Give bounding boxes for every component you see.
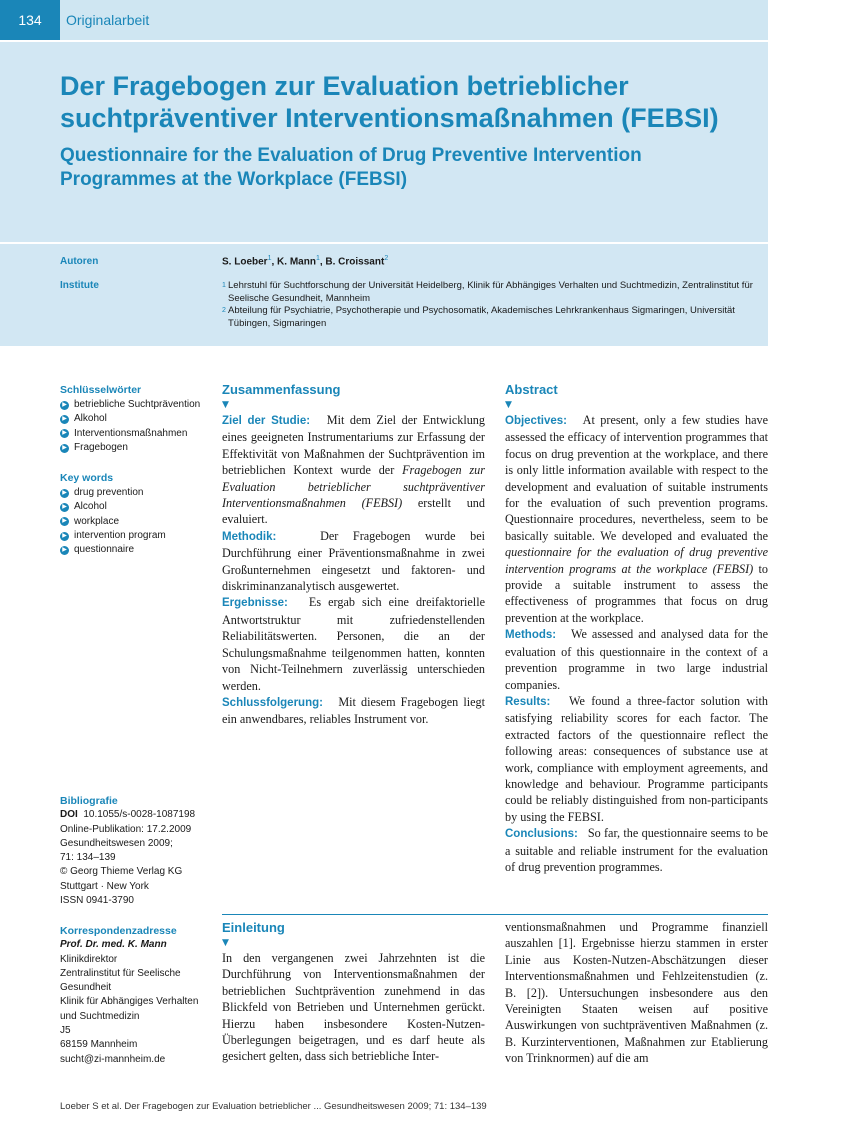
keyword-item: ▶ intervention program bbox=[60, 529, 166, 543]
summary-paragraph: Ziel der Studie: Mit dem Ziel der Entwicklung eines geeigneten Instrumentariums zur Erfassung der Effektivität von Maßnahmen der Suchtprävention im betrieblichen Kontext wurde der Fragebogen zur Evaluation betrieblicher suchtpräventiver Interventionsmaßnahmen (FEBSI) erstellt und evaluiert. bbox=[222, 413, 485, 527]
affiliation-number: 1 bbox=[222, 282, 226, 289]
abstract bbox=[505, 382, 768, 875]
einleitung-col2 bbox=[505, 919, 768, 1067]
author-name: K. Mann bbox=[277, 256, 316, 268]
keyword-item: ▶ betriebliche Suchtprävention bbox=[60, 398, 200, 412]
corr-email[interactable]: sucht@zi-mannheim.de bbox=[60, 1053, 166, 1065]
corr-line: J5 bbox=[60, 1025, 71, 1037]
corr-line: Klinik für Abhängiges Verhalten und Suchtmedizin bbox=[60, 996, 199, 1022]
section-divider bbox=[222, 914, 768, 915]
bib-line: 71: 134–139 bbox=[60, 852, 116, 864]
bibliography bbox=[60, 794, 210, 908]
body-paragraph: In den vergangenen zwei Jahrzehnten ist die Durchführung von Interventionsmaßnahmen der betrieblichen Suchtprävention zunehmend in das Blickfeld von Betrieben und Unternehmen gerückt. Hierzu haben insbesondere Kosten-Nutzen-Überlegungen beigetragen, und es darf heute als gesichert gelten, dass sich betriebliche Inter- bbox=[222, 951, 485, 1064]
bibliography-heading: Bibliografie bbox=[60, 795, 118, 807]
title-english: Questionnaire for the Evaluation of Drug Preventive Intervention Programmes at the Workplace (FEBSI) bbox=[60, 145, 642, 190]
arrow-bullet-icon: ▶ bbox=[60, 429, 69, 438]
corr-line: 68159 Mannheim bbox=[60, 1039, 138, 1051]
einleitung-heading: Einleitung bbox=[222, 920, 285, 935]
keyword-item: ▶ Alcohol bbox=[60, 500, 166, 514]
arrow-bullet-icon: ▶ bbox=[60, 444, 69, 453]
einleitung-col1 bbox=[222, 920, 485, 1065]
abstract-paragraph: Methods: We assessed and analysed data for the evaluation of this questionnaire in the context of a prevention programme in two large industrial companies. bbox=[505, 627, 768, 692]
section-label: Originalarbeit bbox=[66, 12, 150, 28]
arrow-bullet-icon: ▶ bbox=[60, 415, 69, 424]
abstract-paragraph: Results: We found a three-factor solution with satisfying reliability scores for each factor. The extracted factors of the questionnaire reflect the following areas: consequences of substance use at work, compliance with employment agreements, and knowledge and behaviour. Programme participants could be reliably distinguished from non-participants by using the FEBSI. bbox=[505, 693, 768, 824]
affiliation bbox=[222, 304, 762, 330]
corr-line: Zentralinstitut für Seelische Gesundheit bbox=[60, 967, 181, 994]
corr-line: Klinikdirektor bbox=[60, 953, 118, 965]
triangle-down-icon: ▼ bbox=[222, 400, 229, 410]
affiliation-text: Abteilung für Psychiatrie, Psychotherapie und Psychosomatik, Akademisches Lehrkrankenhaus Sigmaringen, Universität Tübingen, Sigmaringen bbox=[228, 305, 735, 329]
zusammenfassung-heading: Zusammenfassung bbox=[222, 382, 341, 397]
affiliation bbox=[222, 279, 762, 305]
arrow-bullet-icon: ▶ bbox=[60, 489, 69, 498]
keywords-en-heading: Key words bbox=[60, 472, 114, 484]
body-paragraph: ventionsmaßnahmen und Programme finanziell auszahlen [1]. Ergebnisse hierzu stammen in erster Linie aus Kosten-Nutzen-Abschätzungen dieser Interventionsmaßnahmen und Fehlzeitenstudien (z. B. [2]). Untersuchungen insbesondere aus den Vereinigten Staaten weisen auf positive Auswirkungen von suchtpräventiven Maßnahmen (z. B. Kurzinterventionen, Maßnahmen zur Etablierung von Trinknormen) auf die am bbox=[505, 920, 768, 1066]
author-sup: 2 bbox=[384, 255, 389, 262]
bib-line: Stuttgart · New York bbox=[60, 880, 149, 892]
doi-value: 10.1055/s-0028-1087198 bbox=[83, 809, 196, 821]
keyword-item: ▶ questionnaire bbox=[60, 543, 166, 557]
arrow-bullet-icon: ▶ bbox=[60, 503, 69, 512]
summary-paragraph: Ergebnisse: Es ergab sich eine dreifaktorielle Antwortstruktur mit zufriedenstellenden Reliabilitätswerten. Personen, die an der Schulungsmaßnahme teilgenommen hatten, konnten von Nicht-Teilnehmern zuverlässig unterschieden werden. bbox=[222, 595, 485, 693]
bib-line: ISSN 0941-3790 bbox=[60, 895, 134, 907]
keyword-item: ▶ Fragebogen bbox=[60, 441, 200, 455]
page-number: 134 bbox=[0, 0, 60, 40]
author-sup: 1 bbox=[315, 255, 320, 262]
bib-line: Gesundheitswesen 2009; bbox=[60, 837, 173, 849]
keywords-de-heading: Schlüsselwörter bbox=[60, 384, 142, 396]
bib-line: Online-Publikation: 17.2.2009 bbox=[60, 823, 192, 835]
arrow-bullet-icon: ▶ bbox=[60, 401, 69, 410]
keyword-item: ▶ workplace bbox=[60, 515, 166, 529]
keywords-de-list bbox=[60, 398, 200, 455]
author-list: S. Loeber$^1$, K. Mann$^1$, B. Croissant$^2$ bbox=[222, 255, 389, 268]
author-name: B. Croissant bbox=[325, 256, 385, 268]
abstract-heading: Abstract bbox=[505, 382, 558, 397]
correspondence bbox=[60, 924, 208, 1067]
doi-label: DOI bbox=[60, 809, 78, 821]
keyword-item: ▶ drug prevention bbox=[60, 486, 166, 500]
arrow-bullet-icon: ▶ bbox=[60, 532, 69, 541]
abstract-paragraph: Conclusions: So far, the questionnaire seems to be a suitable and reliable instrument for the evaluation of drug prevention programmes. bbox=[505, 826, 768, 874]
correspondence-heading: Korrespondenzadresse bbox=[60, 925, 177, 937]
keywords-en-list bbox=[60, 486, 166, 557]
zusammenfassung bbox=[222, 382, 485, 728]
author-name: S. Loeber bbox=[222, 256, 268, 268]
triangle-down-icon: ▼ bbox=[222, 938, 229, 948]
summary-paragraph: Methodik: Der Fragebogen wurde bei Durchführung einer Präventionsmaßnahme in zwei Großunternehmen eingesetzt und faktoren- und diskriminanzanalytisch ausgewertet. bbox=[222, 528, 485, 594]
arrow-bullet-icon: ▶ bbox=[60, 546, 69, 555]
author-sup: 1 bbox=[267, 255, 272, 262]
affiliation-number: 2 bbox=[222, 307, 226, 314]
affiliation-text: Lehrstuhl für Suchtforschung der Universität Heidelberg, Klinik für Abhängiges Verhalten und Suchtmedizin, Zentralinstitut für Seelische Gesundheit, Mannheim bbox=[228, 280, 753, 304]
bib-line: © Georg Thieme Verlag KG bbox=[60, 866, 183, 878]
summary-paragraph: Schlussfolgerung: Mit diesem Fragebogen liegt ein anwendbares, reliables Instrument vor. bbox=[222, 694, 485, 727]
keyword-item: ▶ Alkohol bbox=[60, 412, 200, 426]
keyword-item: ▶ Interventionsmaßnahmen bbox=[60, 427, 200, 441]
page-footer: Loeber S et al. Der Fragebogen zur Evaluation betrieblicher ... Gesundheitswesen 2009; 71: 134–139 bbox=[60, 1101, 487, 1112]
abstract-paragraph: Objectives: At present, only a few studies have assessed the efficacy of intervention programmes that focus on drug prevention at the workplace, and there is only little information available with respect to the development and evaluation of suitable instruments for the evaluation of such prevention programs. Questionnaire procedures, nevertheless, seem to be basically suitable. We developed and evaluated the questionnaire for the evaluation of drug preventive intervention programs at the workplace (FEBSI) to provide a suitable instrument to assess the effectiveness of programmes that focus on drug prevention at the workplace. bbox=[505, 413, 768, 625]
institutes-label: Institute bbox=[60, 280, 99, 291]
triangle-down-icon: ▼ bbox=[505, 400, 512, 410]
arrow-bullet-icon: ▶ bbox=[60, 517, 69, 526]
authors-label: Autoren bbox=[60, 256, 99, 267]
title-german: Der Fragebogen zur Evaluation betrieblicher suchtpräventiver Interventionsmaßnahmen (FEBSI) bbox=[60, 71, 719, 133]
correspondence-name: Prof. Dr. med. K. Mann bbox=[60, 939, 167, 951]
